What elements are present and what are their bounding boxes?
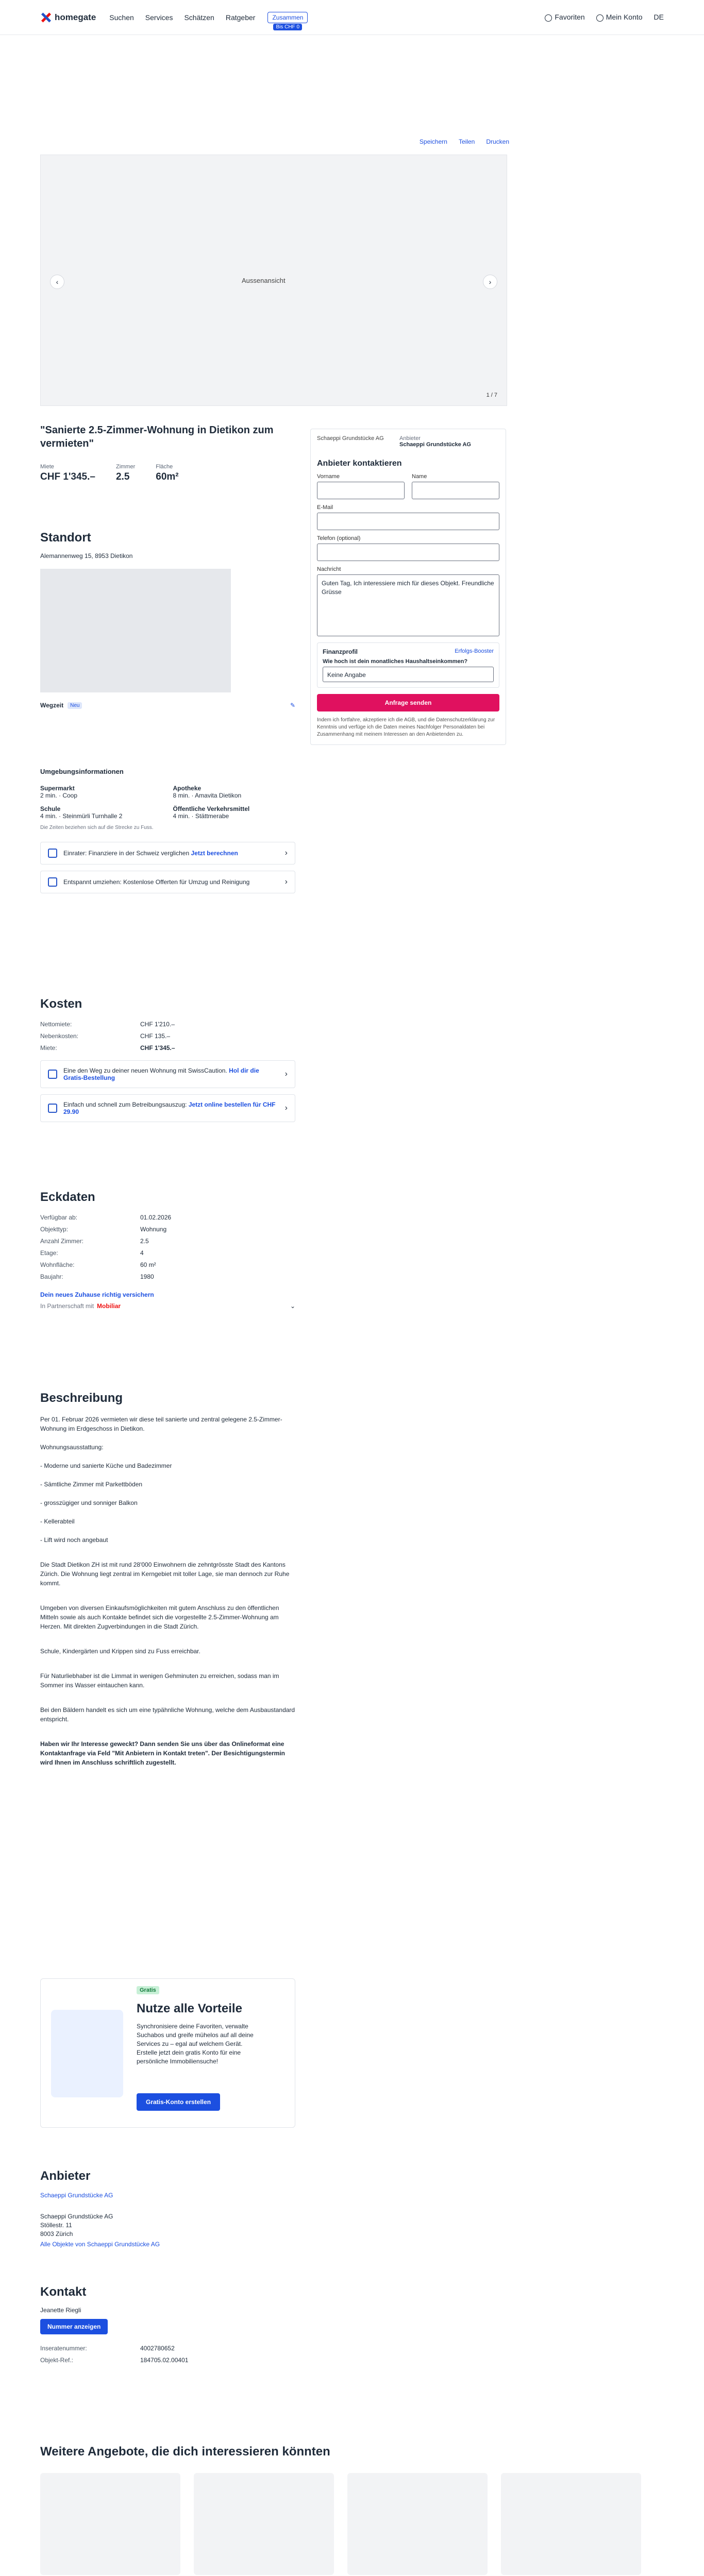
- chevron-right-icon: ›: [284, 1070, 288, 1078]
- env-note: Die Zeiten beziehen sich auf die Strecke zu Fuss.: [40, 825, 154, 831]
- provider-name: Schaeppi Grundstücke AG: [399, 442, 471, 448]
- costs-title: Kosten: [40, 997, 82, 1011]
- description-paragraph: Für Naturliebhaber ist die Limmat in wenigen Gehminuten zu erreichen, sodass man im Sommer ins Wasser eintauchen kann.: [40, 1672, 279, 1689]
- standort-section: [40, 531, 295, 709]
- phone-label: Telefon (optional): [317, 535, 361, 541]
- email-input[interactable]: [317, 513, 499, 530]
- main-nav: [109, 13, 255, 22]
- eckdaten-title: Eckdaten: [40, 1190, 95, 1204]
- map[interactable]: [40, 569, 231, 692]
- illustration-icon: [51, 2010, 123, 2097]
- gallery-prev-icon[interactable]: ‹: [50, 275, 64, 289]
- save-button[interactable]: Speichern: [419, 138, 447, 145]
- eckdaten-section: [40, 1190, 295, 1310]
- anbieter-line: 8003 Zürich: [40, 2230, 73, 2238]
- recommendations: [40, 2473, 641, 2576]
- firstname-input[interactable]: [317, 482, 405, 499]
- env-value: 4 min. · Stättmerabe: [173, 812, 229, 820]
- nav-ratgeber[interactable]: Ratgeber: [225, 13, 256, 22]
- env-label: Öffentliche Verkehrsmittel: [173, 805, 250, 812]
- anbieter-section: [40, 2169, 295, 2248]
- site-header: [0, 0, 704, 35]
- truck-icon: [48, 877, 57, 887]
- description-paragraph: Haben wir Ihr Interesse geweckt? Dann senden Sie uns über das Onlineformat eine Kontaktanfrage via Feld "Mit Anbietern in Kontakt treten". Der Besichtigungstermin wird Ihnen im Anschluss schriftlich zugestellt.: [40, 1740, 285, 1766]
- rent-label: Miete: [40, 464, 54, 470]
- logo-icon: [40, 12, 52, 23]
- description-paragraph: Die Stadt Dietikon ZH ist mit rund 28'000 Einwohnern die zehntgrösste Stadt des Kantons Zürich. Die Wohnung liegt zentral im Kerngebiet mit toller Lage, sie man dennoch zur Ruhe kommt.: [40, 1561, 290, 1587]
- cost-row: Nettomiete: CHF 1'210.–: [40, 1021, 175, 1028]
- legal-note: Indem ich fortfahre, akzeptiere ich die AGB, und die Datenschutzerklärung zur Kenntnis und verfüge ich die Daten meines Nachfolger Personaldaten bei Zusammenhang mit meinem Interessen an den Anbietenden zu.: [317, 717, 495, 737]
- description-paragraph: - grosszügiger und sonniger Balkon: [40, 1499, 138, 1506]
- anbieter-title: Anbieter: [40, 2169, 91, 2183]
- income-select[interactable]: Keine Angabe: [323, 667, 494, 682]
- kontakt-row: Inseratenummer: 4002780652: [40, 2345, 175, 2352]
- eckdaten-row: Etage: 4: [40, 1249, 144, 1257]
- description-paragraph: Bei den Bäldern handelt es sich um eine typähnliche Wohnung, welche dem Ausbaustandard entspricht.: [40, 1706, 295, 1723]
- phone-input[interactable]: [317, 544, 499, 561]
- kontakt-row: Objekt-Ref.: 184705.02.00401: [40, 2357, 189, 2364]
- partner-logo: Mobiliar: [97, 1302, 121, 1310]
- rent-value: CHF 1'345.–: [40, 471, 95, 482]
- description-paragraph: - Lift wird noch angebaut: [40, 1536, 108, 1544]
- promo-badge: Bis CHF 0: [273, 24, 302, 30]
- promo-button[interactable]: Zusammen Bis CHF 0: [267, 12, 308, 23]
- route-label: Wegzeit: [40, 702, 64, 709]
- submit-button[interactable]: Anfrage senden: [317, 694, 499, 711]
- recommendation-card[interactable]: [194, 2473, 334, 2575]
- new-badge: Neu: [68, 702, 82, 709]
- print-button[interactable]: Drucken: [486, 138, 509, 145]
- chevron-right-icon: ›: [284, 849, 288, 857]
- email-label: E-Mail: [317, 504, 333, 511]
- contact-form: [310, 429, 506, 745]
- message-input[interactable]: Guten Tag, Ich interessiere mich für dieses Objekt. Freundliche Grüsse: [317, 574, 499, 636]
- area-value: 60m²: [156, 471, 179, 482]
- recommendation-card[interactable]: [501, 2473, 641, 2575]
- description-paragraph: Schule, Kindergärten und Krippen sind zu Fuss erreichbar.: [40, 1648, 200, 1655]
- partner-label: In Partnerschaft mit: [40, 1302, 94, 1310]
- env-label: Schule: [40, 805, 61, 812]
- standort-title: Standort: [40, 531, 91, 545]
- description-paragraph: - Sämtliche Zimmer mit Parkettböden: [40, 1481, 143, 1488]
- contact-name: Jeanette Riegli: [40, 2307, 81, 2314]
- eckdaten-row: Anzahl Zimmer: 2.5: [40, 1238, 149, 1245]
- promo-box-caution[interactable]: Eine den Weg zu deiner neuen Wohnung mit SwissCaution. Hol dir die Gratis-Bestellung ›: [40, 1060, 295, 1088]
- anbieter-objects-link[interactable]: Alle Objekte von Schaeppi Grundstücke AG: [40, 2241, 160, 2248]
- favorites-link[interactable]: Favoriten: [545, 13, 584, 21]
- cost-row: Miete: CHF 1'345.–: [40, 1044, 175, 1052]
- kontakt-section: [40, 2285, 295, 2366]
- edit-icon[interactable]: ✎: [290, 702, 295, 709]
- brand-logo[interactable]: homegate: [40, 12, 96, 23]
- eckdaten-row: Objekttyp: Wohnung: [40, 1226, 167, 1233]
- nav-services[interactable]: Services: [145, 13, 173, 22]
- anbieter-logo[interactable]: Schaeppi Grundstücke AG: [40, 2192, 113, 2199]
- address: Alemannenweg 15, 8953 Dietikon: [40, 552, 133, 560]
- area-label: Fläche: [156, 464, 173, 470]
- env-value: 8 min. · Amavita Dietikon: [173, 792, 242, 799]
- description-paragraph: Umgeben von diversen Einkaufsmöglichkeiten mit gutem Anschluss zu den öffentlichen Mitteln sowie als auch Kontakte befindet sich die vorgestellte 2.5-Zimmer-Wohnung am Herzen. Mit direkten Zugverbindungen in die Stadt Zürich.: [40, 1604, 279, 1630]
- calculator-icon: [48, 849, 57, 858]
- document-icon: [48, 1104, 57, 1113]
- env-label: Apotheke: [173, 785, 202, 792]
- description-section: [40, 1391, 295, 1767]
- insurance-link[interactable]: Dein neues Zuhause richtig versichern: [40, 1291, 154, 1298]
- show-number-button[interactable]: Nummer anzeigen: [40, 2319, 108, 2334]
- more-title: Weitere Angebote, die dich interessieren könnten: [40, 2445, 330, 2459]
- share-button[interactable]: Teilen: [458, 138, 475, 145]
- account-promo: [40, 1978, 295, 2128]
- language-select[interactable]: DE: [653, 13, 664, 22]
- eckdaten-row: Baujahr: 1980: [40, 1273, 154, 1280]
- user-icon: [596, 14, 604, 22]
- anbieter-line: Schaeppi Grundstücke AG: [40, 2213, 113, 2220]
- listing-title: "Sanierte 2.5-Zimmer-Wohnung in Dietikon zum vermieten": [40, 425, 274, 449]
- free-badge: Gratis: [137, 1986, 159, 1994]
- finance-link[interactable]: Erfolgs-Booster: [455, 648, 494, 654]
- chevron-down-icon[interactable]: ⌄: [290, 1302, 295, 1310]
- description-title: Beschreibung: [40, 1391, 123, 1405]
- heart-icon: [545, 14, 552, 22]
- recommendation-card[interactable]: [40, 2473, 180, 2575]
- form-title: Anbieter kontaktieren: [317, 459, 402, 468]
- gallery-image-alt: Aussenansicht: [242, 277, 286, 284]
- env-section: [40, 768, 295, 893]
- create-account-button[interactable]: Gratis-Konto erstellen: [137, 2093, 220, 2111]
- finance-question: Wie hoch ist dein monatliches Haushaltseinkommen?: [323, 658, 468, 665]
- anbieter-line: Stöllestr. 11: [40, 2222, 72, 2229]
- nav-suchen[interactable]: Suchen: [109, 13, 134, 22]
- firstname-label: Vorname: [317, 473, 340, 480]
- lastname-label: Name: [412, 473, 427, 480]
- account-link[interactable]: Mein Konto: [596, 13, 643, 21]
- rooms-label: Zimmer: [115, 464, 136, 470]
- eckdaten-row: Verfügbar ab: 01.02.2026: [40, 1214, 172, 1221]
- image-gallery[interactable]: [40, 155, 507, 406]
- env-value: 2 min. · Coop: [40, 792, 78, 799]
- costs-section: [40, 997, 295, 1122]
- gallery-next-icon[interactable]: ›: [483, 275, 497, 289]
- kontakt-title: Kontakt: [40, 2285, 87, 2299]
- feature-text: Synchronisiere deine Favoriten, verwalte Suchabos und greife mühelos auf all deine Services zu – egal auf welchem Gerät. Erstelle jetzt dein gratis Konto für eine persönliche Immobiliensuche!: [137, 2023, 254, 2065]
- lastname-input[interactable]: [412, 482, 499, 499]
- description-paragraph: Wohnungsausstattung:: [40, 1444, 104, 1451]
- nav-schaetzen[interactable]: Schätzen: [184, 13, 214, 22]
- listing-summary: [40, 423, 295, 483]
- chevron-right-icon: ›: [284, 877, 288, 886]
- provider-logo: Schaeppi Grundstücke AG: [317, 435, 384, 442]
- eckdaten-row: Wohnfläche: 60 m²: [40, 1261, 156, 1268]
- cost-row: Nebenkosten: CHF 135.–: [40, 1032, 171, 1040]
- env-title: Umgebungsinformationen: [40, 768, 124, 775]
- description-paragraph: Per 01. Februar 2026 vermieten wir diese teil sanierte und zentral gelegene 2.5-Zimmer-Wohnung im Erdgeschoss in Dietikon.: [40, 1416, 282, 1432]
- provider-label: Anbieter: [399, 435, 421, 442]
- feature-title: Nutze alle Vorteile: [137, 2002, 242, 2015]
- env-value: 4 min. · Steinmürli Turnhalle 2: [40, 812, 123, 820]
- description-paragraph: - Kellerabteil: [40, 1518, 75, 1525]
- rooms-value: 2.5: [115, 471, 130, 482]
- gallery-counter: 1 / 7: [486, 392, 497, 398]
- finance-title: Finanzprofil: [323, 648, 358, 655]
- promo-box-finance[interactable]: Einrater: Finanziere in der Schweiz verglichen Jetzt berechnen ›: [40, 842, 295, 865]
- promo-box-move[interactable]: Entspannt umziehen: Kostenlose Offerten für Umzug und Reinigung ›: [40, 871, 295, 893]
- description-paragraph: - Moderne und sanierte Küche und Badezimmer: [40, 1462, 172, 1469]
- recommendation-card[interactable]: [347, 2473, 488, 2575]
- chevron-right-icon: ›: [284, 1104, 288, 1112]
- promo-box-debt[interactable]: Einfach und schnell zum Betreibungsauszug: Jetzt online bestellen für CHF 29.90 ›: [40, 1094, 295, 1122]
- shield-icon: [48, 1070, 57, 1079]
- listing-actions: [420, 138, 509, 145]
- env-label: Supermarkt: [40, 785, 75, 792]
- message-label: Nachricht: [317, 566, 341, 572]
